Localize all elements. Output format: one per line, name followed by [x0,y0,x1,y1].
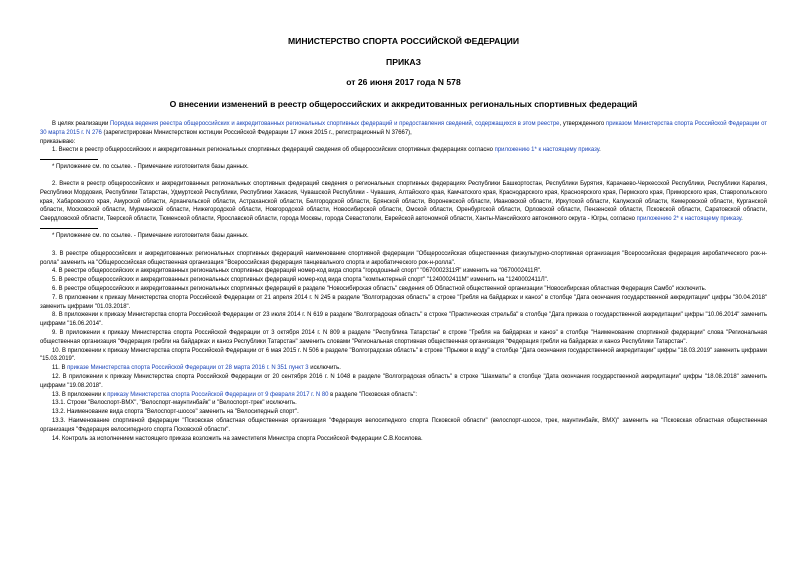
item-1-text-a: 1. Внести в реестр общероссийских и аккредитованных региональных спортивных федераций сведения об общероссийских спортивных федерациях согласно [52,147,495,154]
spacer [40,172,767,180]
intro-text-b: , утвержденного [559,121,606,127]
order-276-link[interactable]: приказом Министерства спорта Российской Федерации от 30 марта 2015 г. N 276 [40,121,767,136]
order-80-link[interactable]: приказу Министерства спорта Российской Федерации от 9 февраля 2017 г. N 80 [107,391,329,398]
item-7: 7. В приложении к приказу Министерства спорта Российской Федерации от 21 апреля 2014 г. N 245 в разделе "Волгоградская область" в строке "Гребля на байдарках и каноэ" в столбце "Дата окончания государственной аккредитации" цифры "30.04.2018" заменить цифрами "01.03.2018". [40,294,767,310]
item-9: 9. В приложении к приказу Министерства спорта Российской Федерации от 3 октября 2014 г. N 809 в разделе "Республика Татарстан" в строке "Гребля на байдарках и каноэ" в столбце "Наименование спортивной федерации" слова "Региональная общественная организация "Федерация гребли на байдарках и каноэ Республики Татарстан" заменить словами "Региональная спортивная общественная организация "Федерация гребли на байдарках и каноэ Республики Татарстан". [40,329,767,345]
item-2-text-a: 2. Внести в реестр общероссийских и аккредитованных региональных спортивных федераций сведения о региональных спортивных федерациях Республики Башкортостан, Республики Бурятия, Карачаево-Черкесской Республики, Республики Карелия, Республики Мордовия, Республики Татарстан, Удмуртской Республики, Республики Хакасия, Чувашской Республики - Чувашия, Алтайского края, Камчатского края, Краснодарского края, Красноярского края, Пермского края, Приморского края, Ставропольского края, Хабаровского края, Амурской области, Архангельской области, Астраханской области, Белгородской области, Брянской области, Воронежской области, Ивановской области, Иркутской области, Калужской области, Кемеровской области, Курганской области, Московской области, Мурманской области, Нижегородской области, Новгородской области, Новосибирской области, Омской области, Оренбургской области, Орловской области, Пензенской области, Псковской области, Саратовской области, Свердловской области, Тверской области, Тюменской области, Ярославской области, города Москвы, города Севастополи, Еврейской автономной области, Ханты-Мансийского автономного округа - Югры, согласно [40,180,767,223]
order-word [40,138,767,147]
item-12: 12. В приложении к приказу Министерства спорта Российской Федерации от 20 сентября 2016 г. N 1048 в разделе "Волгоградская область" в строке "Шахматы" в столбце "Дата окончания государственной аккредитации" цифры "18.08.2018" заменить цифрами "19.08.2018". [40,373,767,389]
document-body [40,120,767,443]
order-word-text: приказываю: [40,138,76,145]
doc-type-heading: ПРИКАЗ [386,57,421,67]
appendix-1-link[interactable]: приложению 1* к настоящему приказу [494,147,600,154]
footnote-1: * Приложение см. по ссылке. - Примечание изготовителя базы данных. [52,164,249,171]
item-11-text-b: исключить. [308,365,341,372]
intro-text-a: В целях реализации [52,121,110,127]
item-14: 14. Контроль за исполнением настоящего приказа возложить на заместителя Министра спорта Российской Федерации С.В.Косилова. [52,435,423,442]
item-2 [40,180,767,224]
item-8: 8. В приложении к приказу Министерства спорта Российской Федерации от 23 июля 2014 г. N 619 в разделе "Волгоградская область" в строке "Практическая стрельба" в столбце "Дата приказа о государственной аккредитации" цифры "10.06.2014" заменить цифрами "16.06.2014". [40,312,767,328]
item-3: 3. В реестре общероссийских и аккредитованных региональных спортивных федераций наименование спортивной федерации "Общероссийская общественная физкультурно-спортивная организация "Всероссийская федерация акробатического рок-н-ролла" заменить на "Общероссийская общественная организация "Всероссийская федерация танцевального спорта и акробатического рок-н-ролла". [40,250,767,266]
intro-text-c: (зарегистрирован Министерством юстиции Российской Федерации 17 июня 2015 г., регистрационный N 37667), [101,129,412,136]
footnote-separator-2 [40,228,98,229]
intro-paragraph [40,120,767,138]
item-13-2: 13.2. Наименование вида спорта "Велоспорт-шоссе" заменить на "Велосипедный спорт". [52,409,299,416]
item-13-text-b: в разделе "Псковская область": [328,391,418,398]
item-13-3: 13.3. Наименование спортивной федерации "Псковская областная общественная организация "Федерация велосипедного спорта Псковской области" (велоспорт-шоссе, трек, маунтинбайк, ВМХ)" заменить на "Псковская областная общественная организация "Федерация велосипедного спорта Псковской области". [40,417,767,433]
appendix-2-link[interactable]: приложению 2* к настоящему приказу [636,216,742,223]
item-1-text-b: . [599,147,601,154]
document-title: О внесении изменений в реестр общероссийских и аккредитованных региональных спортивных федераций [169,99,638,109]
ministry-heading: МИНИСТЕРСТВО СПОРТА РОССИЙСКОЙ ФЕДЕРАЦИИ [287,36,519,46]
order-351-link[interactable]: приказе Министерства спорта Российской Федерации от 28 марта 2016 г. N 351 пункт 3 [67,365,309,372]
item-4: 4. В реестре общероссийских и аккредитованных региональных спортивных федераций номер-код вида спорта "городошный спорт" "0670002311Я" изменить на "0670002411Я". [52,268,542,275]
item-2-text-b: . [741,216,743,223]
item-6: 6. В реестре общероссийских и аккредитованных региональных спортивных федераций в разделе "Новосибирская область" сведения об Областной общественной организации "Новосибирская областная Федерация Самбо" исключить. [52,285,707,292]
item-1 [40,146,767,155]
item-10: 10. В приложении к приказу Министерства спорта Российской Федерации от 6 мая 2015 г. N 506 в разделе "Волгоградская область" в строке "Прыжки в воду" в столбце "Дата окончания государственной аккредитации" цифры "18.03.2019" заменить цифрами "15.03.2019". [40,347,767,363]
item-11 [40,364,767,373]
procedure-link[interactable]: Порядка ведения реестра общероссийских и аккредитованных региональных спортивных федераций и предоставления сведений, содержащихся в этом реестре [110,121,560,127]
item-13 [40,391,767,400]
item-11-text-a: 11. В [52,365,68,372]
footnote-2: * Приложение см. по ссылке. - Примечание изготовителя базы данных. [52,232,249,239]
date-number-heading: от 26 июня 2017 года N 578 [346,77,461,87]
item-13-1: 13.1. Строки "Велоспорт-ВМХ", "Велоспорт-маунтинбайк" и "Велоспорт-трек" исключить. [52,400,297,407]
item-5: 5. В реестре общероссийских и аккредитованных региональных спортивных федераций номер-код вида спорта "компьютерный спорт" "1240002411М" изменить на "1240002411Л". [52,277,549,284]
footnote-separator [40,159,98,160]
spacer-2 [40,241,767,250]
item-13-text-a: 13. В приложении к [52,391,108,398]
